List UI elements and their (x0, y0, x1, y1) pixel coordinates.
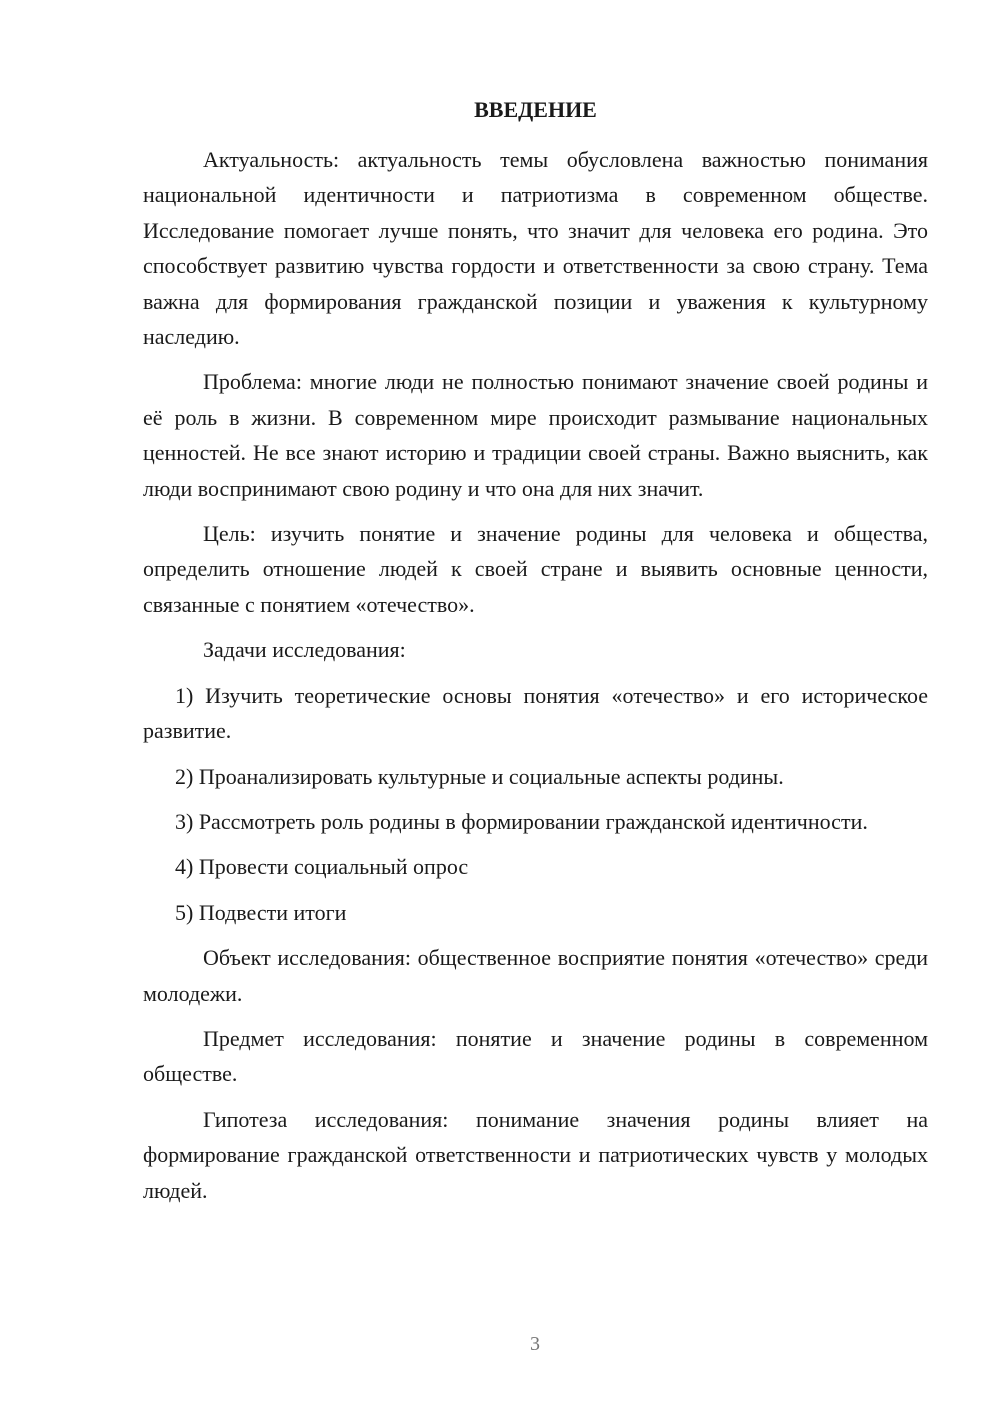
task-item-1: 1) Изучить теоретические основы понятия «отечество» и его историческое развитие. (143, 682, 928, 744)
paragraph-subject: Предмет исследования: понятие и значение родины в современном обществе. (143, 1025, 928, 1087)
page-number: 3 (530, 1333, 540, 1355)
task-item-3: 3) Рассмотреть роль родины в формировании гражданской идентичности. (175, 808, 868, 834)
paragraph-object: Объект исследования: общественное восприятие понятия «отечество» среди молодежи. (143, 945, 928, 1006)
task-item-2: 2) Проанализировать культурные и социальные аспекты родины. (175, 763, 784, 789)
task-item-5: 5) Подвести итоги (175, 899, 347, 925)
paragraph-problem: Проблема: многие люди не полностью понимают значение своей родины и её роль в жизни. В современном мире происходит размывание национальных ценностей. Не все знают историю и традиции своей страны. Важно выяснить, как люди воспринимают свою родину и что она для них значит. (143, 369, 928, 501)
tasks-heading: Задачи исследования: (203, 637, 406, 663)
paragraph-relevance: Актуальность: актуальность темы обусловлена важностью понимания национальной идентичности и патриотизма в современном обществе. Исследование помогает лучше понять, что значит для человека его родина. Это способствует развитию чувства гордости и ответственности за свою страну. Тема важна для формирования гражданской позиции и уважения к культурному наследию. (143, 147, 928, 350)
page-title: ВВЕДЕНИЕ (474, 97, 597, 122)
task-item-4: 4) Провести социальный опрос (175, 854, 469, 880)
paragraph-hypothesis: Гипотеза исследования: понимание значения родины влияет на формирование гражданской ответственности и патриотических чувств у молодых людей. (143, 1106, 928, 1203)
document-page (143, 95, 928, 1218)
paragraph-goal: Цель: изучить понятие и значение родины для человека и общества, определить отношение людей к своей стране и выявить основные ценности, связанные с понятием «отечество». (143, 521, 928, 617)
